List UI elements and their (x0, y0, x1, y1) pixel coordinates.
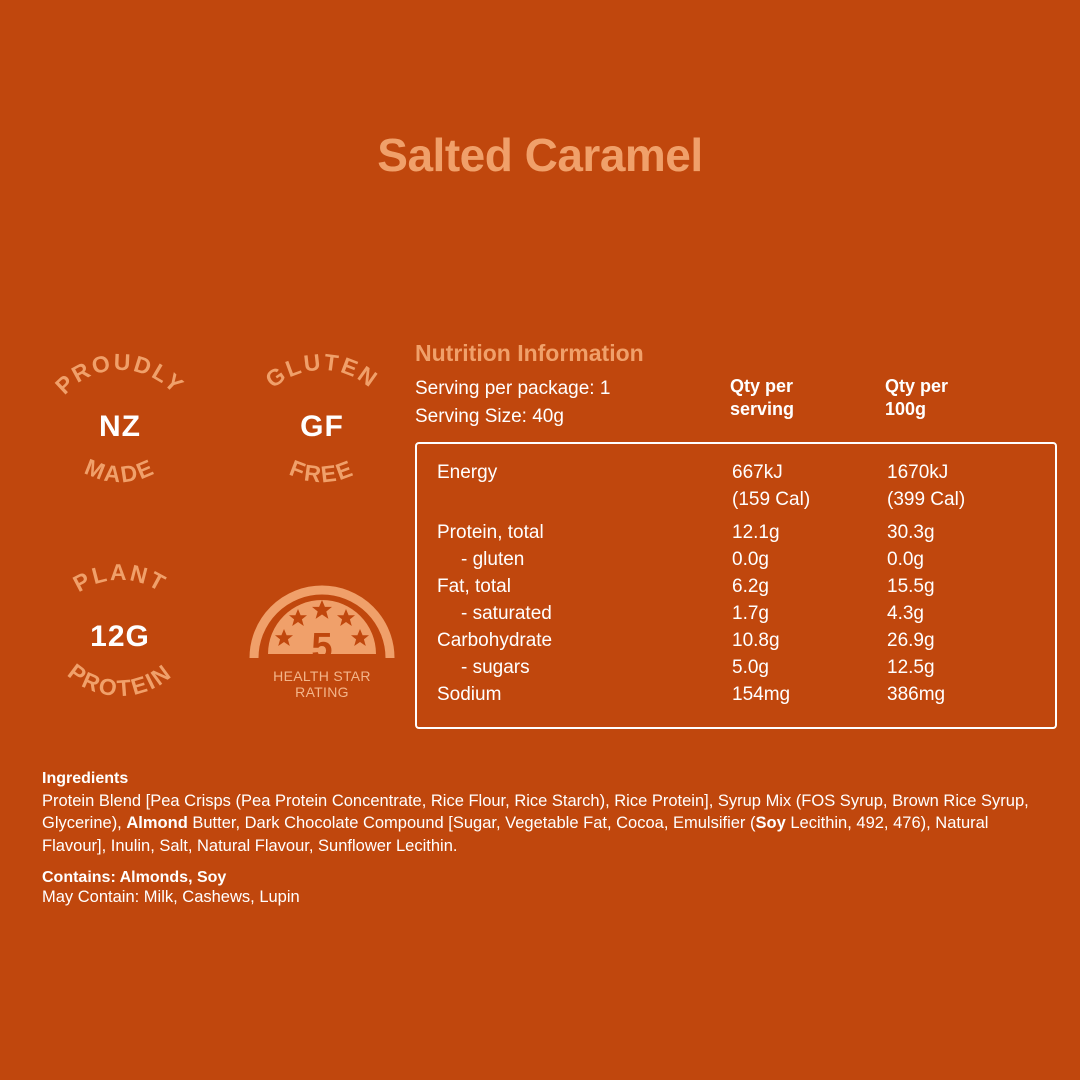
nutrient-value-serving: 6.2g (732, 576, 769, 598)
table-row (417, 682, 1055, 709)
svg-text:FREE (286, 455, 357, 488)
table-row (417, 547, 1055, 574)
badge-arc-bottom-1: MADE (81, 453, 159, 488)
nutrient-label: Sodium (437, 684, 502, 706)
ingredients-section (42, 770, 1056, 907)
nutrition-table (415, 442, 1057, 729)
nutrient-label: - sugars (461, 657, 530, 679)
table-row (417, 574, 1055, 601)
hsr-label-line1: HEALTH STAR (273, 668, 371, 684)
badge-center-gf: GF (300, 410, 344, 443)
ingredients-text-3: Lecithin, 492, 476), Natural Flavour], Inulin, Salt, Natural Flavour, Sunflower Lecithin. (42, 814, 989, 855)
svg-text:PLANT (69, 559, 172, 597)
nutrition-information-panel (415, 340, 1057, 729)
page-title: Salted Caramel (377, 129, 703, 181)
health-star-rating-value: 5 (311, 626, 333, 668)
nutrient-value-serving: 667kJ (159 Cal) (732, 462, 811, 510)
badge-arc-bottom-3: PROTEIN (63, 658, 177, 702)
badge-arc-top-1: PROUDLY (50, 348, 190, 400)
nutrient-value-100g: 30.3g (887, 522, 935, 544)
svg-text:MADE (81, 453, 159, 487)
ingredients-text-1: Protein Blend [Pea Crisps (Pea Protein Concentrate, Rice Flour, Rice Starch), Rice Protein], Syrup Mix (FOS Syrup, Brown Rice Syrup, Glycerine), (42, 792, 1029, 833)
nutrient-value-100g: 386mg (887, 684, 946, 706)
allergen-soy: Soy (755, 814, 786, 833)
nutrient-value-100g: 0.0g (887, 549, 924, 571)
nutrient-value-serving: 5.0g (732, 657, 769, 679)
nutrient-label: - saturated (461, 603, 552, 625)
serving-info (415, 375, 730, 430)
nutrient-value-serving: 0.0g (732, 549, 769, 571)
badge-plant-protein (30, 540, 210, 730)
nutrient-value-100g: 1670kJ (399 Cal) (887, 462, 966, 510)
table-row (417, 655, 1055, 682)
serving-size: Serving Size: 40g (415, 405, 564, 427)
table-row (417, 628, 1055, 655)
nutrient-value-serving: 10.8g (732, 630, 780, 652)
nutrition-title: Nutrition Information (415, 340, 644, 366)
nutrient-value-100g: 12.5g (887, 657, 935, 679)
nutrition-header-row (415, 375, 1057, 442)
column-header-per-serving: Qty per serving (730, 376, 795, 420)
nutrient-value-100g: 15.5g (887, 576, 935, 598)
health-star-rating-icon (232, 540, 412, 730)
nutrient-label: Protein, total (437, 522, 544, 544)
may-contain-statement: May Contain: Milk, Cashews, Lupin (42, 887, 300, 906)
badge-arc-top-2: GLUTEN (260, 348, 384, 393)
contains-statement: Contains: Almonds, Soy (42, 868, 227, 886)
health-star-rating-label (232, 668, 412, 700)
badge-center-protein: 12G (90, 620, 150, 653)
svg-text:GLUTEN (261, 349, 384, 393)
nutrient-value-100g: 26.9g (887, 630, 935, 652)
allergen-almond: Almond (126, 814, 188, 833)
ingredients-heading: Ingredients (42, 770, 129, 787)
badge-gluten-free (232, 330, 412, 520)
table-row (417, 601, 1055, 628)
nutrient-label: Energy (437, 462, 498, 484)
badge-health-star-rating (232, 540, 412, 730)
nutrient-label: Carbohydrate (437, 630, 553, 652)
column-header-per-100g: Qty per 100g (885, 376, 949, 420)
nutrient-label: - gluten (461, 549, 525, 571)
badge-arc-top-3: PLANT (68, 558, 172, 597)
badge-arc-bottom-2: FREE (286, 454, 358, 488)
ingredients-text-2: Butter, Dark Chocolate Compound [Sugar, Vegetable Fat, Cocoa, Emulsifier ( (187, 814, 756, 833)
table-row (417, 520, 1055, 547)
nutrient-value-serving: 12.1g (732, 522, 780, 544)
nutrient-label: Fat, total (437, 576, 511, 598)
svg-text:PROUDLY (50, 349, 190, 399)
nutrient-value-serving: 154mg (732, 684, 791, 706)
nutrient-value-100g: 4.3g (887, 603, 924, 625)
hsr-label-line2: RATING (295, 684, 349, 701)
badge-center-nz: NZ (99, 410, 141, 443)
svg-text:PROTEIN (63, 658, 177, 701)
nutrient-value-serving: 1.7g (732, 603, 769, 625)
badge-group (24, 330, 404, 740)
table-row (417, 460, 1055, 513)
ingredients-body (42, 790, 1056, 857)
badge-proudly-nz-made (30, 330, 210, 520)
serving-per-package: Serving per package: 1 (415, 378, 611, 399)
